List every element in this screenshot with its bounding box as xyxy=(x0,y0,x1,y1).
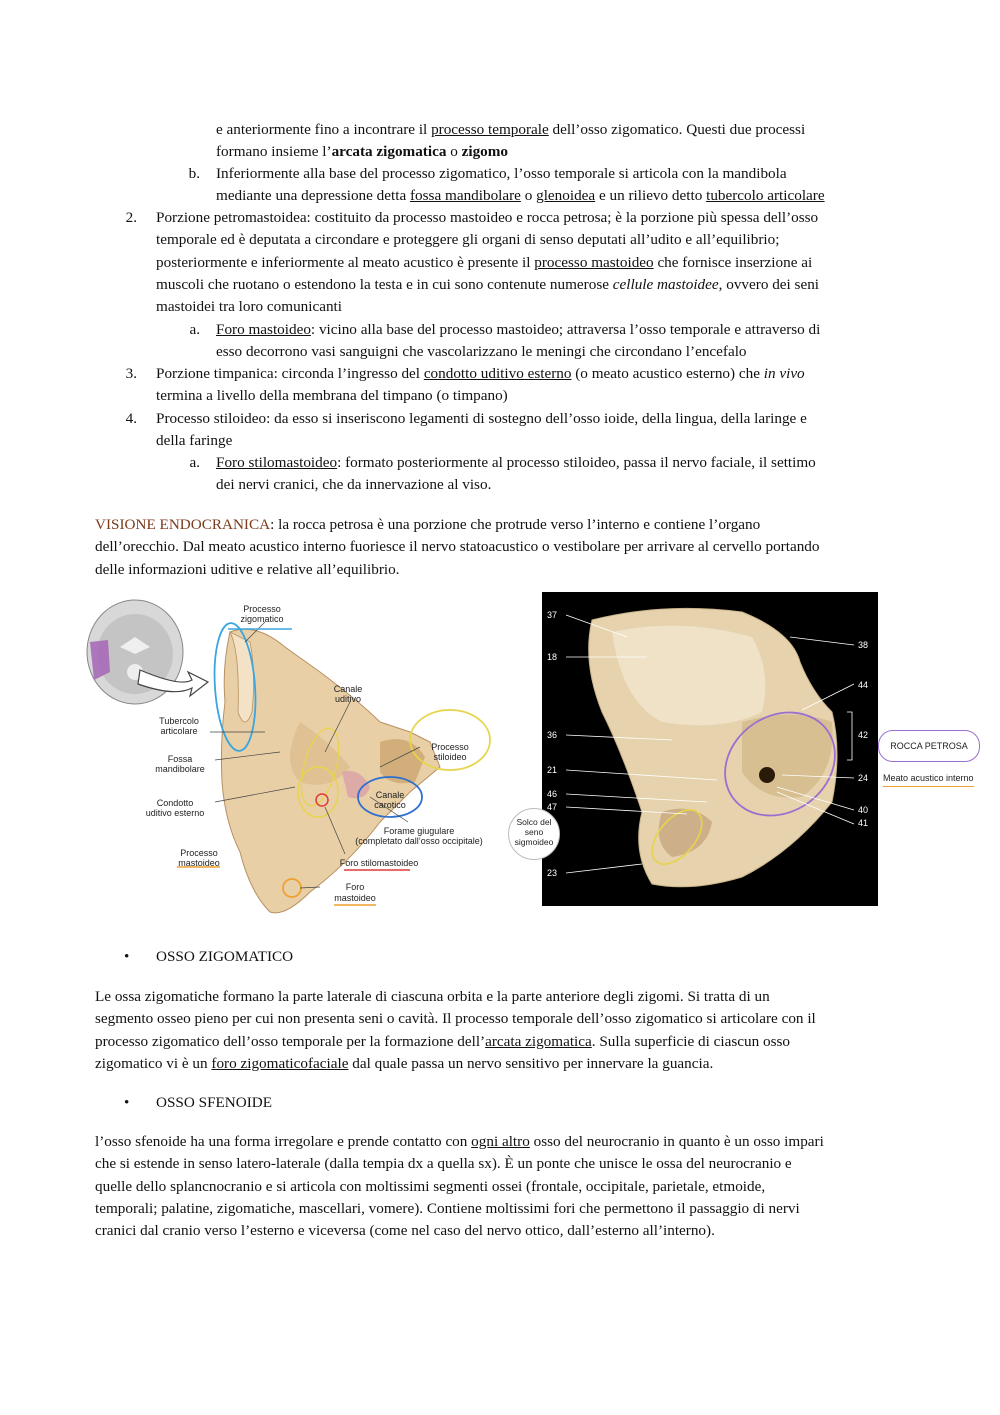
label-tubercolo-articolare: Tubercolo articolare xyxy=(159,716,199,736)
label-solco-seno-sigmoideo: Solco del seno sigmoideo xyxy=(514,817,554,847)
link-processo-mastoideo[interactable]: processo mastoideo xyxy=(534,253,654,271)
text: cranici dal cranio verso l’esterno e viceversa (come nel caso del nervo ottico, dall’esterno all’interno). xyxy=(95,1222,715,1240)
text: , ovvero dei seni xyxy=(718,275,820,293)
label-condotto-uditivo-esterno: Condotto uditivo esterno xyxy=(145,798,205,818)
list-marker: b. xyxy=(188,165,200,182)
visione-endocranica-paragraph xyxy=(95,514,819,581)
paragraph-osso-sfenoide xyxy=(95,1131,824,1242)
photo-number-41: 41 xyxy=(858,818,869,828)
text: (o meato acustico esterno) che xyxy=(571,365,764,382)
text: e un rilievo detto xyxy=(595,187,707,205)
section-heading-osso-sfenoide: OSSO SFENOIDE xyxy=(156,1094,273,1111)
section-heading-osso-zigomatico: OSSO ZIGOMATICO xyxy=(156,948,294,965)
list-marker: a. xyxy=(189,321,200,338)
label-foro-mastoideo-line2: mastoideo xyxy=(334,893,376,903)
text: esso decorrono vasi sanguigni che vascolarizzano le meningi che circondano l’encefalo xyxy=(216,343,747,361)
link-foro-stilomastoideo[interactable]: Foro stilomastoideo xyxy=(216,454,338,471)
text: che fornisce inserzione ai xyxy=(653,253,813,271)
photo-number-47: 47 xyxy=(547,802,558,812)
link-ogni-altro[interactable]: ogni altro xyxy=(471,1133,530,1150)
label-forame-giugulare: Forame giugulare (completato dall’osso occipitale) xyxy=(355,826,483,846)
text: Inferiormente alla base del processo zigomatico, l’osso temporale si articola con la mandibola xyxy=(216,165,787,182)
link-foro-mastoideo[interactable]: Foro mastoideo xyxy=(216,321,311,338)
list-item-3 xyxy=(156,363,805,408)
text: : vicino alla base del processo mastoideo; attraversa l’osso temporale e attraverso di xyxy=(310,321,821,338)
photo-number-23: 23 xyxy=(547,868,558,878)
text: e anteriormente fino a incontrare il xyxy=(216,121,432,138)
rocca-petrosa-badge: ROCCA PETROSA xyxy=(878,730,980,762)
link-foro-zigomaticofaciale[interactable]: foro zigomaticofaciale xyxy=(211,1054,349,1072)
text: delle informazioni uditive e relative all’equilibrio. xyxy=(95,560,400,578)
term-arcata-zigomatica: arcata zigomatica xyxy=(331,143,447,161)
list-marker: 2. xyxy=(125,209,137,226)
photo-number-18: 18 xyxy=(547,652,558,662)
photo-number-38: 38 xyxy=(858,640,869,650)
text: muscoli che ruotano o estendono la testa e in cui sono contenute numerose xyxy=(156,275,613,293)
text: della faringe xyxy=(156,432,233,450)
list-item-2a xyxy=(216,319,820,364)
photo-number-37: 37 xyxy=(547,610,558,620)
link-glenoidea[interactable]: glenoidea xyxy=(536,187,596,205)
text: segmento osseo pieno per cui non presenta seni o cavità. Il processo temporale dell’osso zigomatico si articolare con il xyxy=(95,1010,816,1028)
text: processo zigomatico dell’osso temporale per la formazione dell’ xyxy=(95,1032,486,1050)
label-processo-stiloideo: Processo stiloideo xyxy=(431,742,469,762)
endocranial-bone-drawing xyxy=(542,592,878,906)
list-item-4a xyxy=(216,452,816,497)
list-marker: a. xyxy=(189,454,200,471)
photo-number-44: 44 xyxy=(858,680,869,690)
text: Porzione timpanica: circonda l’ingresso del xyxy=(156,365,424,382)
term-in-vivo: in vivo xyxy=(763,365,805,382)
text: Le ossa zigomatiche formano la parte laterale di ciascuna orbita e la parte anteriore degli zigomi. Si tratta di un xyxy=(95,988,770,1005)
text: zigomatico vi è un xyxy=(95,1054,212,1072)
text: osso del neurocranio in quanto è un osso impari xyxy=(529,1133,824,1150)
solco-label-circle xyxy=(508,808,560,860)
label-processo-mastoideo: Processo mastoideo xyxy=(178,848,220,868)
label-foro-mastoideo-line1: Foro xyxy=(345,882,365,892)
photo-number-40: 40 xyxy=(858,805,869,815)
text: : la rocca petrosa è una porzione che protrude verso l’interno e contiene l’organo xyxy=(270,516,761,533)
label-fossa-mandibolare: Fossa mandibolare xyxy=(155,754,205,774)
text: temporale ed è deputata a circondare e proteggere gli organi di senso deputati all’udito e all’equilibrio; xyxy=(156,231,780,249)
item-b-continuation xyxy=(216,119,805,164)
bullet-icon: • xyxy=(124,1094,130,1111)
text: mastoidei tra loro comunicanti xyxy=(156,298,342,316)
label-canale-carotico: Canale carotico xyxy=(374,790,406,810)
label-meato-acustico-interno: Meato acustico interno xyxy=(883,773,974,787)
link-tubercolo-articolare[interactable]: tubercolo articolare xyxy=(706,187,825,205)
photo-number-21: 21 xyxy=(547,765,558,775)
list-item-2 xyxy=(156,207,819,318)
bullet-icon: • xyxy=(124,948,130,965)
section-heading-visione-endocranica: VISIONE ENDOCRANICA xyxy=(95,516,271,533)
term-zigomo: zigomo xyxy=(461,143,509,161)
link-processo-temporale[interactable]: processo temporale xyxy=(431,121,549,138)
text: che si estende in senso latero-laterale (dalla tempia dx a quella sx). È un ponte che unisce le ossa del neurocranio e xyxy=(95,1155,792,1173)
text: l’osso sfenoide ha una forma irregolare e prende contatto con xyxy=(95,1133,472,1150)
link-condotto-uditivo-esterno[interactable]: condotto uditivo esterno xyxy=(423,365,572,382)
text: dal quale passa un nervo sensitivo per innervare la guancia. xyxy=(348,1054,714,1072)
text: mediante una depressione detta xyxy=(216,187,410,205)
paragraph-osso-zigomatico xyxy=(95,986,816,1075)
text: Porzione petromastoidea: costituito da processo mastoideo e rocca petrosa; è la porzione più spessa dell’osso xyxy=(156,209,819,226)
endocranial-photo xyxy=(542,592,878,906)
link-arcata-zigomatica[interactable]: arcata zigomatica xyxy=(485,1032,592,1050)
photo-number-24: 24 xyxy=(858,773,869,783)
link-fossa-mandibolare[interactable]: fossa mandibolare xyxy=(410,187,521,205)
photo-number-42: 42 xyxy=(858,730,869,740)
text: dell’osso zigomatico. Questi due processi xyxy=(548,121,806,138)
list-marker: 3. xyxy=(125,365,137,382)
photo-number-36: 36 xyxy=(547,730,558,740)
text: o xyxy=(446,143,462,161)
text: dell’orecchio. Dal meato acustico interno fuoriesce il nervo statoacustico o vestibolare per arrivare al cervello portando xyxy=(95,538,820,556)
text: temporali; palatine, zigomatiche, mascellari, vomere). Contiene moltissimi fori che permettono il passaggio di nervi xyxy=(95,1199,800,1217)
text: . Sulla superficie di ciascun osso xyxy=(591,1032,791,1050)
text: quelle dello splancnocranio e si articola con moltissimi segmenti ossei (frontale, occipitale, parietale, etmoide, xyxy=(95,1177,766,1195)
list-marker: 4. xyxy=(125,410,137,427)
text: termina a livello della membrana del timpano (o timpano) xyxy=(156,387,508,405)
label-processo-zigomatico: Processo zigomatico xyxy=(240,604,284,624)
text: posteriormente e inferiormente al meato acustico è presente il xyxy=(156,253,535,271)
list-item-4 xyxy=(156,408,807,453)
text: Processo stiloideo: da esso si inseriscono legamenti di sostegno dell’osso ioide, della lingua, della laringe e xyxy=(156,410,807,427)
text: : formato posteriormente al processo stiloideo, passa il nervo faciale, il settimo xyxy=(337,454,816,471)
text: formano insieme l’ xyxy=(216,143,332,161)
label-foro-stilomastoideo: Foro stilomastoideo xyxy=(339,858,419,868)
temporal-bone-illustration xyxy=(80,592,500,920)
list-item-b xyxy=(216,163,825,208)
photo-number-46: 46 xyxy=(547,789,558,799)
label-canale-uditivo: Canale uditivo xyxy=(333,684,363,704)
text: dei nervi cranici, che da innervazione al viso. xyxy=(216,476,492,494)
term-cellule-mastoidee: cellule mastoidee xyxy=(612,275,719,293)
text: o xyxy=(520,187,537,205)
